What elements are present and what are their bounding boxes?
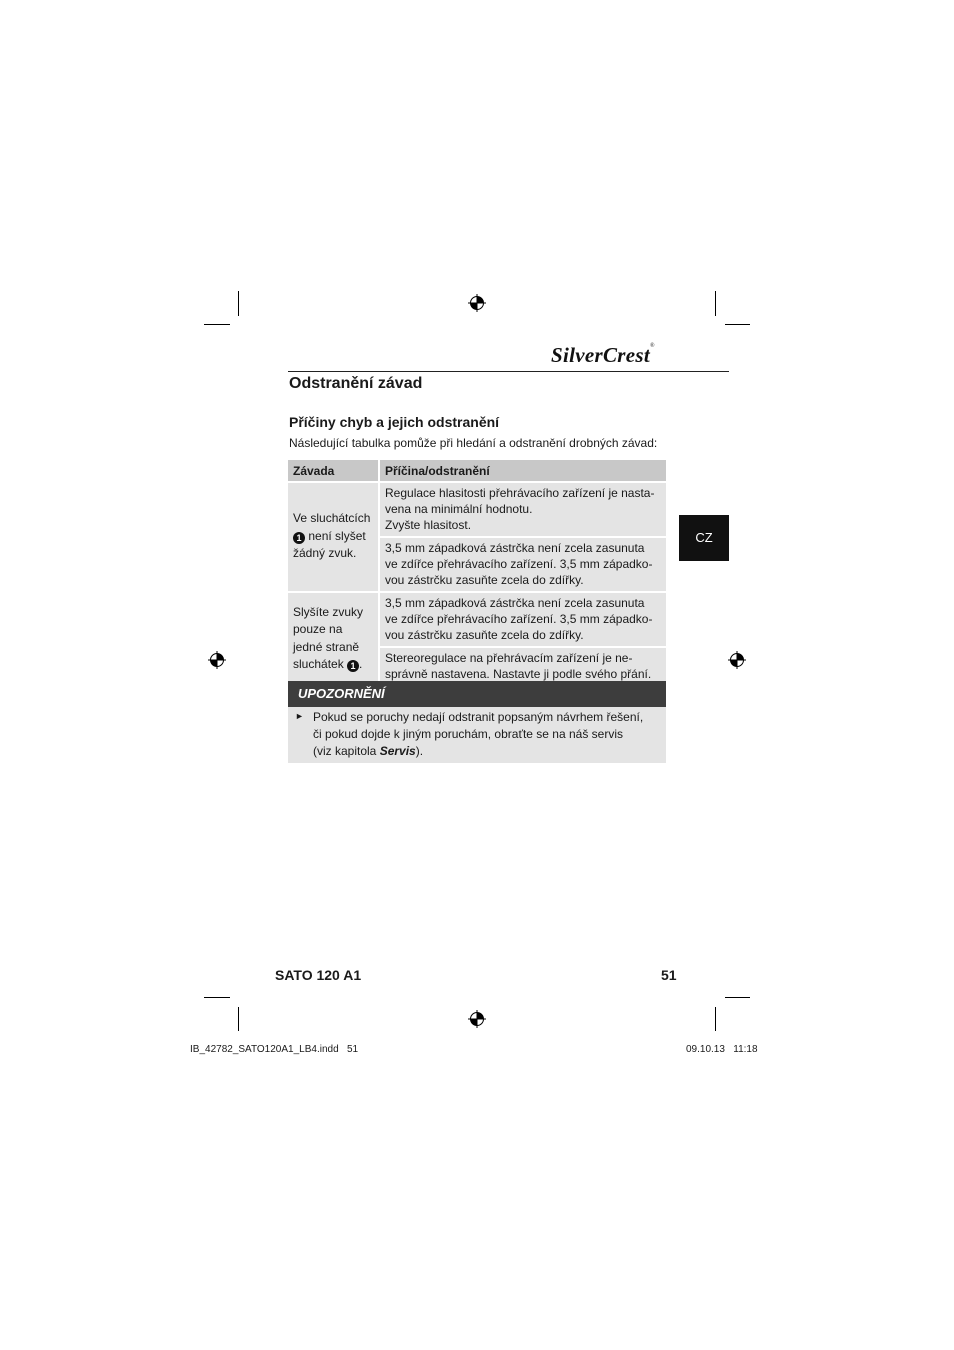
page-title: Odstranění závad — [289, 375, 423, 392]
note-line: (viz kapitola — [313, 744, 380, 758]
crop-mark — [204, 997, 230, 998]
page-number: 51 — [661, 967, 677, 983]
crop-mark — [725, 997, 750, 998]
print-slug-file: IB_42782_SATO120A1_LB4.indd 51 — [190, 1044, 359, 1055]
fault-text: není slyšet žádný zvuk. — [293, 528, 366, 561]
header-rule — [288, 371, 729, 372]
registration-mark-icon — [468, 1010, 486, 1028]
part-number-badge: 1 — [293, 532, 305, 544]
crop-mark — [715, 291, 716, 316]
crop-mark — [204, 324, 230, 325]
table-row — [288, 483, 666, 538]
crop-mark — [238, 1007, 239, 1031]
brand-logo — [551, 343, 655, 368]
fault-cell — [288, 593, 380, 687]
registration-mark-icon — [468, 294, 486, 312]
column-header-fault: Závada — [288, 460, 380, 483]
service-reference: Servis — [379, 744, 416, 758]
note-line: Pokud se poruchy nedají odstranit popsaným návrhem řešení, — [313, 710, 644, 724]
note-header — [288, 681, 666, 707]
part-number-badge: 1 — [347, 660, 359, 672]
note-text — [313, 709, 643, 760]
fault-text: . — [359, 657, 363, 671]
crop-mark — [725, 324, 750, 325]
column-header-cause: Příčina/odstranění — [380, 460, 666, 483]
fault-text: Slyšíte zvuky pouze na jedné straně sluchátek — [293, 604, 364, 671]
troubleshooting-table — [288, 460, 666, 687]
cause-cell: 3,5 mm západková zástrčka není zcela zasunuta ve zdířce přehrávacího zařízení. 3,5 mm západko- vou zástrčku zasuňte zcela do zdířky. — [380, 538, 666, 593]
registration-mark-icon — [208, 651, 226, 669]
intro-text: Následující tabulka pomůže při hledání a odstranění drobných závad: — [289, 436, 658, 450]
language-tab — [679, 515, 729, 561]
crop-mark — [238, 291, 239, 316]
bullet-arrow-icon: ► — [295, 711, 304, 721]
cause-cell: Stereoregulace na přehrávacím zařízení je ne- správně nastavena. Nastavte ji podle svého přání. — [380, 648, 666, 687]
model-name: SATO 120 A1 — [275, 967, 362, 983]
note-line: či pokud dojde k jiným poruchám, obraťte se na náš servis — [313, 727, 623, 741]
table-header-row — [288, 460, 666, 483]
table-row — [288, 593, 666, 648]
print-slug-date: 09.10.13 11:18 — [686, 1044, 758, 1055]
language-code: CZ — [695, 530, 713, 545]
note-body — [288, 707, 666, 763]
crop-mark — [715, 1007, 716, 1031]
fault-text: Ve sluchátcích — [293, 511, 371, 526]
cause-cell: Regulace hlasitosti přehrávacího zařízení je nasta- vena na minimální hodnotu. Zvyšte hlasitost. — [380, 483, 666, 538]
note-line: ). — [415, 744, 424, 758]
cause-cell: 3,5 mm západková zástrčka není zcela zasunuta ve zdířce přehrávacího zařízení. 3,5 mm západko- vou zástrčku zasuňte zcela do zdířky. — [380, 593, 666, 648]
registered-mark: ® — [649, 343, 655, 349]
fault-cell — [288, 483, 380, 593]
brand-name: SilverCrest — [551, 343, 650, 367]
note-title: UPOZORNĚNÍ — [298, 686, 385, 701]
section-subtitle: Příčiny chyb a jejich odstranění — [289, 414, 500, 430]
registration-mark-icon — [728, 651, 746, 669]
